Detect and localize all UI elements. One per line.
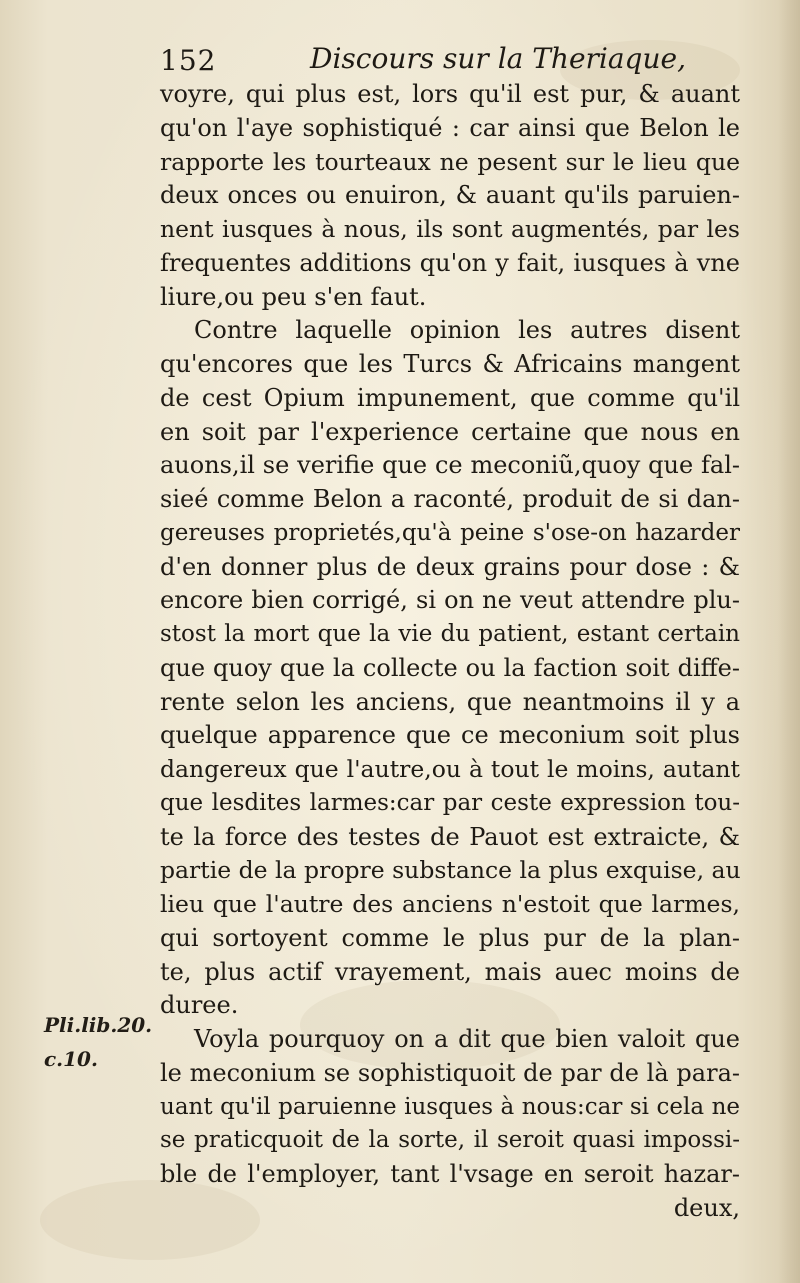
text-line: te, plus actif vrayement, mais auec moins de xyxy=(160,957,740,986)
text-line: d'en donner plus de deux grains pour dose : & xyxy=(160,552,740,581)
text-line: que lesdites larmes:car par ceste expression tou- xyxy=(160,789,740,816)
text-line: sieé comme Belon a raconté, produit de si dan- xyxy=(160,485,740,513)
text-line: ble de l'employer, tant l'vsage en seroit hazar- xyxy=(160,1160,740,1188)
text-line: deux onces ou enuiron, & auant qu'ils paruien- xyxy=(160,181,740,210)
running-title: Discours sur la Theriaque, xyxy=(310,42,686,75)
text-line: frequentes additions qu'on y fait, iusques à vne xyxy=(160,248,740,277)
margin-note-line: Pli.lib.20. xyxy=(44,1013,153,1037)
text-line: partie de la propre substance la plus exquise, au xyxy=(160,856,741,885)
text-line: liure,ou peu s'en faut. xyxy=(160,282,427,311)
text-line: quelque apparence que ce meconium soit plus xyxy=(160,721,740,750)
text-line: que quoy que la collecte ou la faction soit diffe- xyxy=(160,653,740,682)
text-line: rapporte les tourteaux ne pesent sur le lieu que xyxy=(160,147,740,176)
text-line: auons,il se verifie que ce meconiũ,quoy que fal- xyxy=(160,451,740,480)
page-number: 152 xyxy=(160,44,217,77)
text-line: gereuses proprietés,qu'à peine s'ose-on hazarder xyxy=(160,519,740,546)
text-line: encore bien corrigé, si on ne veut attendre plu- xyxy=(160,586,740,615)
page-header xyxy=(160,38,760,78)
text-line: se praticquoit de la sorte, il seroit quasi impossi- xyxy=(160,1127,740,1154)
margin-note-line: c.10. xyxy=(44,1047,98,1071)
text-line: qui sortoyent comme le plus pur de la plan- xyxy=(160,923,740,952)
text-line: de cest Opium impunement, que comme qu'il xyxy=(160,383,740,412)
text-line: nent iusques à nous, ils sont augmentés, par les xyxy=(160,215,740,243)
text-line: duree. xyxy=(160,991,239,1020)
text-line: le meconium se sophistiquoit de par de là para- xyxy=(160,1058,740,1087)
text-line: te la force des testes de Pauot est extraicte, & xyxy=(160,822,740,851)
catchword: deux, xyxy=(673,1193,740,1222)
text-line: qu'encores que les Turcs & Africains mangent xyxy=(160,350,740,378)
text-line: stost la mort que la vie du patient, estant certain xyxy=(160,621,740,647)
margin-note xyxy=(44,1008,153,1076)
text-line: rente selon les anciens, que neantmoins il y a xyxy=(160,687,740,716)
paragraph-start-line: Contre laquelle opinion les autres disent xyxy=(194,316,740,345)
text-line: uant qu'il paruienne iusques à nous:car si cela ne xyxy=(160,1093,740,1120)
text-line: voyre, qui plus est, lors qu'il est pur, & auant xyxy=(160,80,740,108)
paragraph-start-line: Voyla pourquoy on a dit que bien valoit que xyxy=(194,1025,740,1053)
text-body xyxy=(160,78,740,1226)
text-line: dangereux que l'autre,ou à tout le moins, autant xyxy=(160,755,740,783)
page-edge-shadow xyxy=(778,0,800,1283)
text-line: qu'on l'aye sophistiqué : car ainsi que Belon le xyxy=(160,113,740,142)
text-line: lieu que l'autre des anciens n'estoit que larmes, xyxy=(160,890,740,918)
text-line: en soit par l'experience certaine que nous en xyxy=(160,417,740,446)
